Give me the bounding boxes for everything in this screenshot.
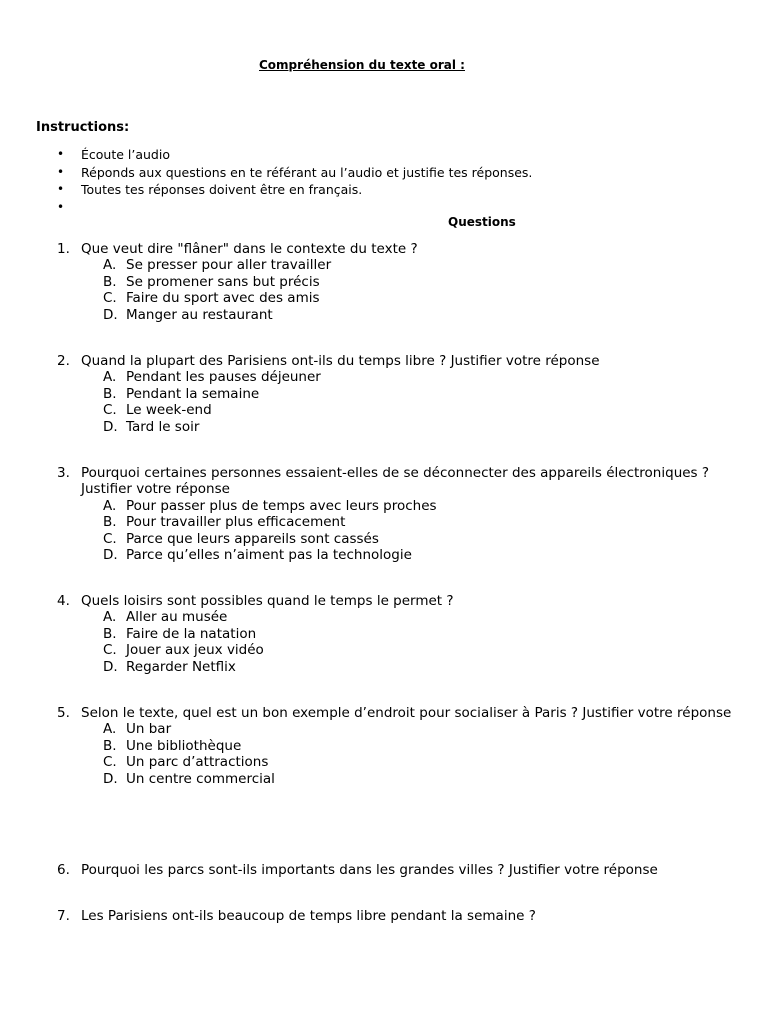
option-letter: A.	[103, 609, 117, 626]
options-list	[81, 257, 741, 323]
option-letter: C.	[103, 642, 117, 659]
option-text: Un centre commercial	[126, 770, 275, 787]
option-letter: C.	[103, 290, 117, 307]
option-letter: A.	[103, 257, 117, 274]
question-text: Pourquoi les parcs sont-ils importants dans les grandes villes ? Justifier votre réponse	[81, 862, 658, 878]
question-6	[57, 862, 741, 878]
option-item	[81, 659, 741, 675]
option-text: Faire du sport avec des amis	[126, 290, 320, 307]
option-text: Jouer aux jeux vidéo	[126, 642, 264, 659]
instruction-item	[57, 146, 532, 164]
option-text: Un parc d’attractions	[126, 754, 269, 771]
option-item	[81, 290, 741, 306]
option-item	[81, 642, 741, 658]
option-item	[81, 307, 741, 323]
option-letter: B.	[103, 514, 117, 531]
option-text: Se promener sans but précis	[126, 273, 320, 290]
instruction-item	[57, 199, 532, 217]
options-list	[81, 609, 741, 675]
bullet-icon: •	[57, 182, 65, 196]
question-text: Quand la plupart des Parisiens ont-ils du temps libre ? Justifier votre réponse	[81, 353, 600, 369]
question-text: Pourquoi certaines personnes essaient-elles de se déconnecter des appareils électroniques ? Justifier votre réponse	[81, 465, 710, 498]
option-letter: D.	[103, 306, 118, 323]
option-item	[81, 547, 741, 563]
option-item	[81, 609, 741, 625]
question-number: 1.	[57, 241, 70, 257]
question-text: Selon le texte, quel est un bon exemple d’endroit pour socialiser à Paris ? Justifier votre réponse	[81, 705, 732, 721]
option-letter: D.	[103, 658, 118, 675]
question-2	[57, 353, 741, 435]
instructions-heading: Instructions:	[36, 120, 130, 135]
option-item	[81, 498, 741, 514]
options-list	[81, 498, 741, 564]
option-text: Se presser pour aller travailler	[126, 257, 332, 274]
option-text: Tard le soir	[126, 418, 200, 435]
question-1	[57, 241, 741, 323]
option-text: Parce qu’elles n’aiment pas la technologie	[126, 546, 412, 563]
options-list	[81, 721, 741, 787]
option-letter: A.	[103, 721, 117, 738]
option-letter: D.	[103, 418, 118, 435]
question-7	[57, 908, 741, 924]
options-list	[81, 369, 741, 435]
question-number: 6.	[57, 862, 70, 878]
option-letter: A.	[103, 369, 117, 386]
question-number: 5.	[57, 705, 70, 721]
option-item	[81, 531, 741, 547]
option-letter: A.	[103, 497, 117, 514]
option-letter: D.	[103, 770, 118, 787]
questions-heading: Questions	[448, 215, 516, 229]
option-item	[81, 771, 741, 787]
option-item	[81, 369, 741, 385]
option-text: Regarder Netflix	[126, 658, 236, 675]
option-letter: D.	[103, 546, 118, 563]
option-letter: B.	[103, 273, 117, 290]
question-text: Quels loisirs sont possibles quand le temps le permet ?	[81, 593, 454, 609]
instruction-text: Réponds aux questions en te référant au l’audio et justifie tes réponses.	[81, 164, 533, 180]
question-4	[57, 593, 741, 675]
option-text: Faire de la natation	[126, 625, 257, 642]
option-letter: C.	[103, 754, 117, 771]
question-number: 7.	[57, 908, 70, 924]
option-item	[81, 386, 741, 402]
option-letter: B.	[103, 737, 117, 754]
option-item	[81, 402, 741, 418]
option-letter: B.	[103, 625, 117, 642]
option-letter: C.	[103, 402, 117, 419]
option-text: Un bar	[126, 721, 172, 738]
option-item	[81, 721, 741, 737]
question-number: 3.	[57, 465, 70, 481]
option-text: Pendant la semaine	[126, 385, 260, 402]
option-text: Parce que leurs appareils sont cassés	[126, 530, 379, 547]
option-letter: B.	[103, 385, 117, 402]
option-item	[81, 738, 741, 754]
question-5	[57, 705, 741, 787]
question-text: Les Parisiens ont-ils beaucoup de temps libre pendant la semaine ?	[81, 908, 536, 924]
option-text: Une bibliothèque	[126, 737, 242, 754]
option-text: Pour passer plus de temps avec leurs proches	[126, 497, 437, 514]
bullet-icon: •	[57, 199, 65, 214]
option-item	[81, 257, 741, 273]
instructions-list	[57, 146, 533, 216]
instruction-text: Écoute l’audio	[81, 147, 170, 162]
instruction-text: Toutes tes réponses doivent être en français.	[81, 182, 363, 197]
instruction-item	[57, 181, 532, 199]
question-text: Que veut dire "flâner" dans le contexte du texte ?	[81, 241, 418, 257]
option-text: Pour travailler plus efficacement	[126, 514, 346, 531]
question-3	[57, 465, 741, 563]
option-text: Manger au restaurant	[126, 306, 273, 323]
question-number: 4.	[57, 593, 70, 609]
document-title: Compréhension du texte oral :	[259, 58, 465, 72]
option-item	[81, 419, 741, 435]
question-number: 2.	[57, 353, 70, 369]
option-item	[81, 274, 741, 290]
option-text: Le week-end	[126, 402, 212, 419]
option-text: Aller au musée	[126, 609, 228, 626]
option-letter: C.	[103, 530, 117, 547]
bullet-icon: •	[57, 147, 65, 161]
bullet-icon: •	[57, 164, 65, 179]
instruction-item	[57, 164, 533, 182]
option-text: Pendant les pauses déjeuner	[126, 369, 321, 386]
option-item	[81, 626, 741, 642]
option-item	[81, 514, 741, 530]
option-item	[81, 754, 741, 770]
